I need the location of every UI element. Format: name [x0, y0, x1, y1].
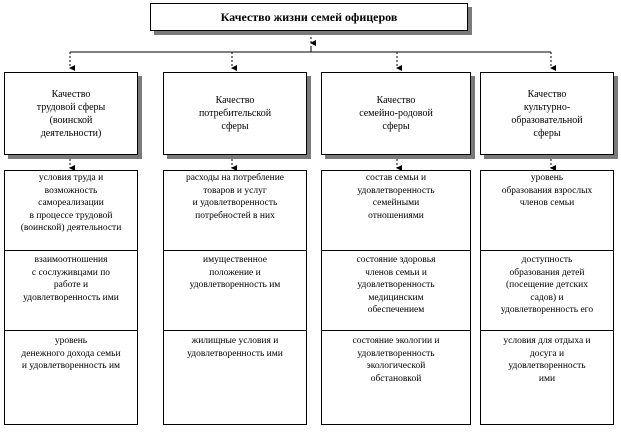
item-text: состояние экологии и удовлетворенность экологической обстановкой — [352, 336, 440, 384]
category-box-family — [321, 72, 471, 155]
item-text: условия труда и возможность самореализации в процессе трудовой (воинской) деятельности — [20, 173, 122, 233]
row-divider — [321, 250, 471, 251]
item-text: уровень образования взрослых членов семьи — [501, 173, 593, 208]
category-label: Качество семейно-родовой сферы — [359, 95, 433, 132]
item-box — [480, 170, 614, 250]
item-text: расходы на потребление товаров и услуг и удовлетворенность потребностей в них — [185, 173, 285, 221]
item-box — [4, 252, 138, 327]
item-box — [4, 170, 138, 250]
category-label: Качество трудовой сферы (воинской деятельности) — [36, 88, 106, 139]
row-divider — [480, 250, 614, 251]
item-box — [163, 252, 307, 327]
category-label: Качество потребительской сферы — [198, 95, 272, 132]
item-text: состояние здоровья членов семьи и удовлетворенность медицинским обеспечением — [356, 255, 436, 315]
row-divider — [480, 330, 614, 331]
item-text: условия для отдыха и досуга и удовлетворенность ими — [503, 336, 591, 384]
diagram-title: Качество жизни семей офицеров — [220, 9, 398, 24]
row-divider — [163, 250, 307, 251]
diagram-title-box — [150, 3, 468, 31]
row-divider — [4, 250, 138, 251]
category-label: Качество культурно- образовательной сферы — [511, 88, 583, 139]
category-box-cultural — [480, 72, 614, 155]
item-text: состав семьи и удовлетворенность семейными отношениями — [357, 173, 435, 221]
item-box — [321, 252, 471, 327]
item-box — [163, 170, 307, 250]
item-box — [480, 333, 614, 393]
row-divider — [321, 330, 471, 331]
item-box — [4, 333, 138, 393]
item-box — [480, 252, 614, 327]
item-text: доступность образования детей (посещение детских садов) и удовлетворенность его — [500, 255, 594, 315]
category-box-consumer — [163, 72, 307, 155]
item-box — [321, 333, 471, 393]
row-divider — [163, 330, 307, 331]
row-divider — [4, 330, 138, 331]
item-box — [163, 333, 307, 393]
category-box-labor — [4, 72, 138, 155]
item-box — [321, 170, 471, 250]
item-text: имущественное положение и удовлетворенность им — [189, 255, 281, 290]
item-text: уровень денежного дохода семьи и удовлетворенность им — [21, 336, 121, 371]
item-text: взаимоотношения с сослуживцами по работе и удовлетворенность ими — [23, 255, 119, 303]
item-text: жилищные условия и удовлетворенность ими — [187, 336, 283, 359]
